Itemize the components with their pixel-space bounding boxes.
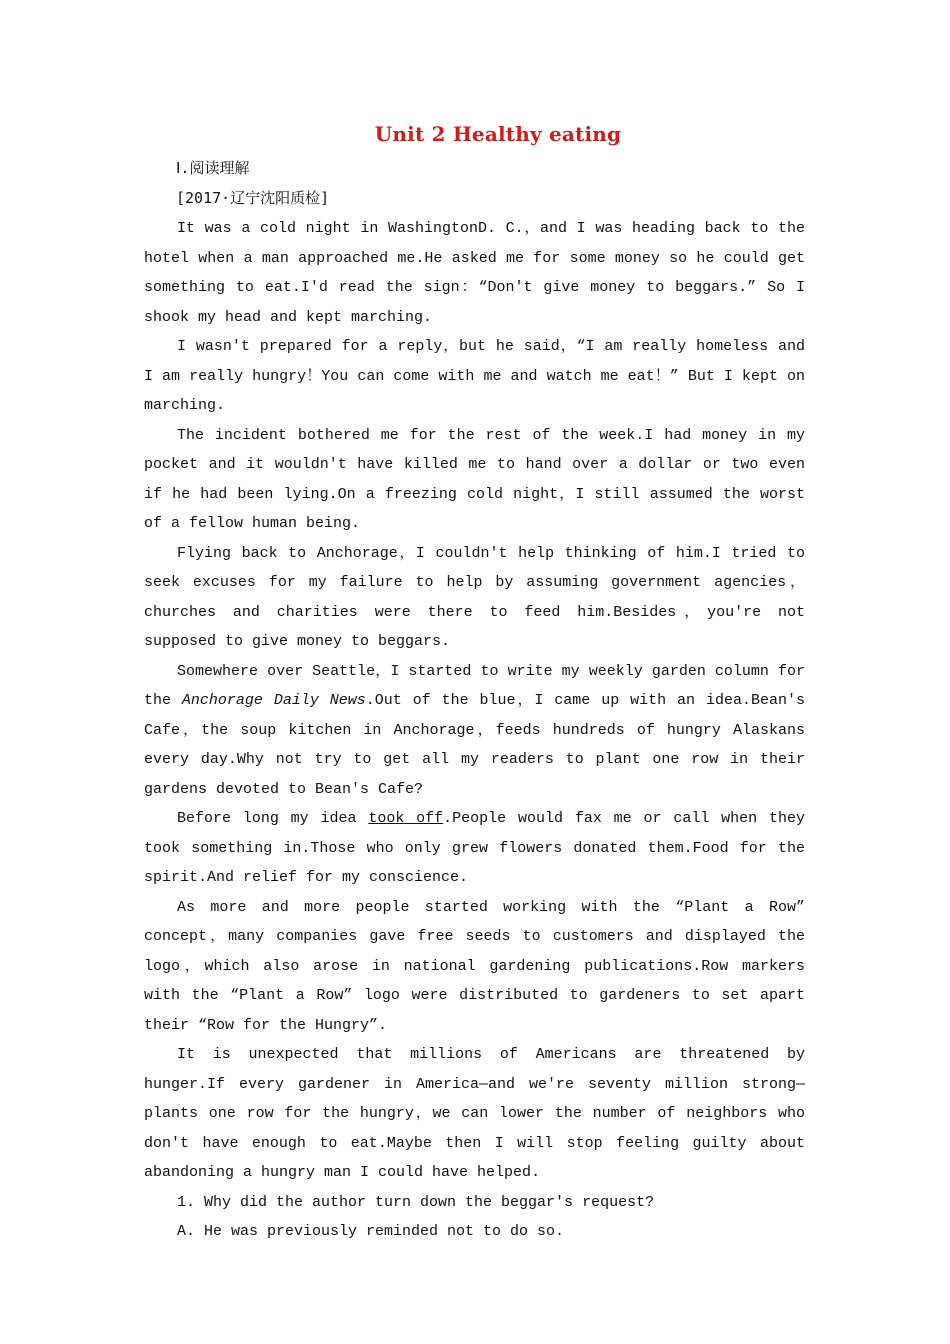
paragraph-4: Flying back to Anchorage，I couldn't help thinking of him.I tried to seek excuses for my failure to help by assuming government agencies，churches and charities were there to feed him.Besides，you're not supposed to give money to beggars. <box>144 544 805 650</box>
paragraph-6 <box>144 804 805 893</box>
section-heading: Ⅰ.阅读理解 <box>176 159 250 177</box>
page-title: Unit 2 Healthy eating <box>374 122 622 146</box>
paragraph-1: It was a cold night in WashingtonD. C.，and I was heading back to the hotel when a man approached me.He asked me for some money so he could get something to eat.I'd read the sign：“Don't give money to beggars.” So I shook my head and kept marching. <box>144 220 805 326</box>
paragraph-5-text: Somewhere over Seattle，I started to write my weekly garden column for the <box>144 662 805 709</box>
paragraph-8: It is unexpected that millions of Americans are threatened by hunger.If every gardener in America—and we're seventy million strong—plants one row for the hungry，we can lower the number of neighbors who don't have enough to eat.Maybe then I will stop feeling guilty about abandoning a hungry man I could have helped. <box>144 1046 805 1181</box>
paragraph-2: I wasn't prepared for a reply，but he said，“I am really homeless and I am really hungry！You can come with me and watch me eat！” But I kept on marching. <box>144 338 805 414</box>
paragraph-5-text-rest: .Out of the blue，I came up with an idea.Bean's Cafe，the soup kitchen in Anchorage，feeds hundreds of hungry Alaskans every day.Why not try to get all my readers to plant one row in their gardens devoted to Bean's Cafe? <box>144 692 805 798</box>
newspaper-name: Anchorage Daily News <box>181 692 366 709</box>
underlined-phrase: took off <box>368 810 444 827</box>
paragraph-3: The incident bothered me for the rest of the week.I had money in my pocket and it wouldn't have killed me to hand over a dollar or two even if he had been lying.On a freezing cold night，I still assumed the worst of a fellow human being. <box>144 426 805 532</box>
paragraph-6-text: Before long my idea <box>177 810 369 827</box>
passage <box>144 214 805 1247</box>
paragraph-5 <box>144 657 805 805</box>
option-a: A. He was previously reminded not to do so. <box>177 1223 565 1240</box>
source-label: [2017·辽宁沈阳质检] <box>176 189 330 207</box>
paragraph-7: As more and more people started working with the “Plant a Row” concept，many companies gave free seeds to customers and displayed the logo，which also arose in national gardening publications.Row markers with the “Plant a Row” logo were distributed to gardeners to set apart their “Row for the Hungry”. <box>144 898 805 1034</box>
question-1: 1. Why did the author turn down the beggar's request? <box>177 1193 655 1211</box>
paragraph-6-text-rest: .People would fax me or call when they took something in.Those who only grew flowers donated them.Food for the spirit.And relief for my conscience. <box>144 810 805 886</box>
